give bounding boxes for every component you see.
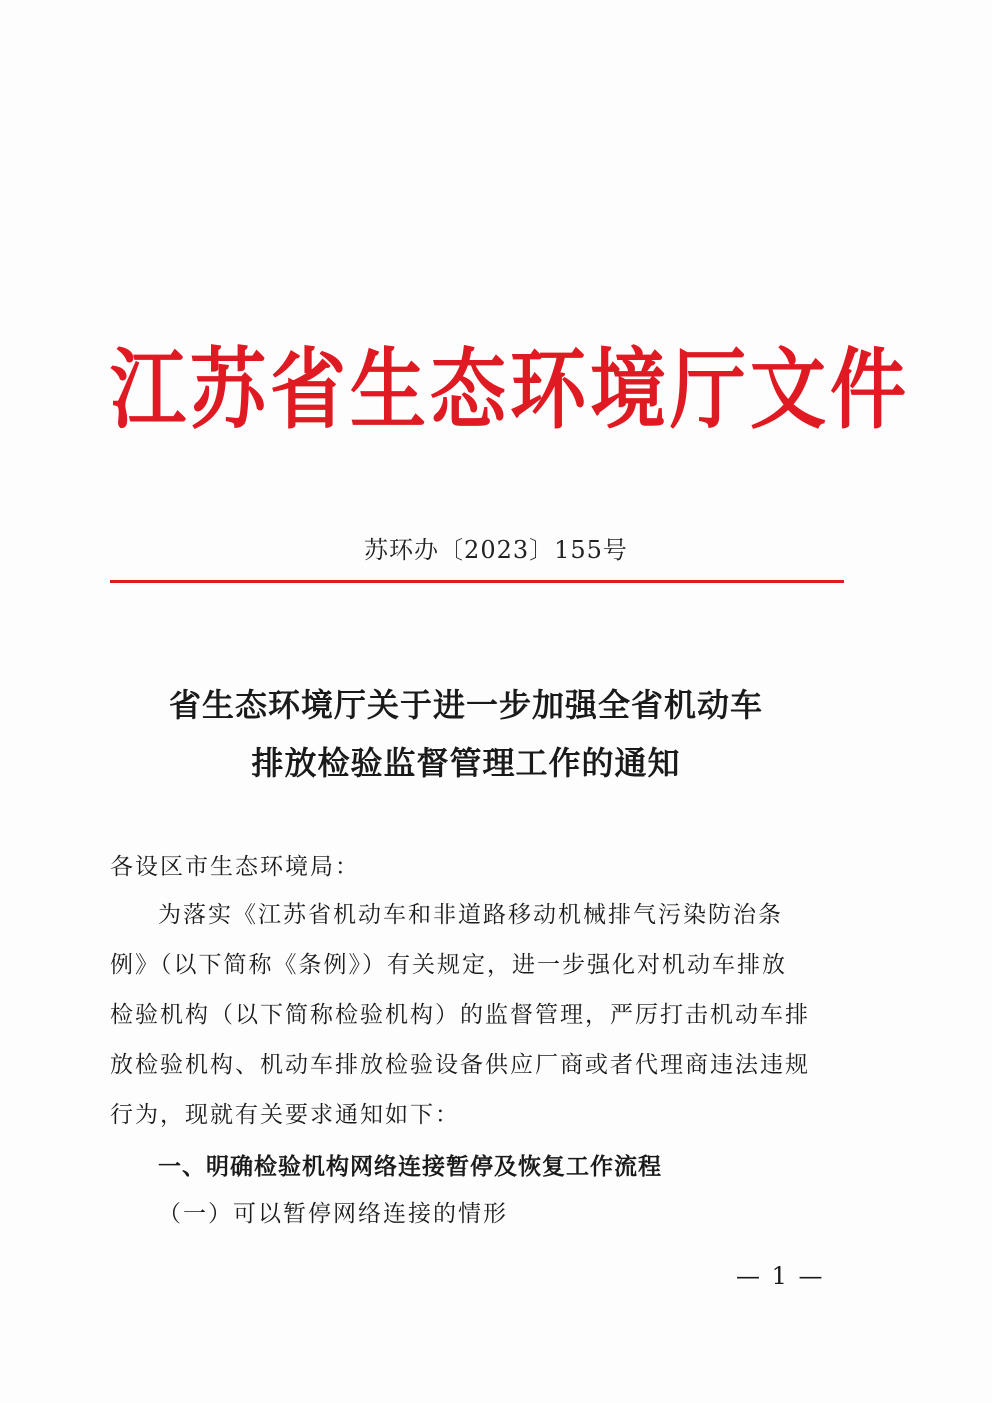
document-title-line-1: 省生态环境厅关于进一步加强全省机动车: [168, 686, 763, 724]
body-paragraph-line: 放检验机构、机动车排放检验设备供应厂商或者代理商违法违规: [110, 1052, 810, 1078]
masthead-title: 江苏省生态环境厅文件: [110, 338, 910, 441]
document-title-line-2: 排放检验监督管理工作的通知: [251, 744, 681, 782]
body-paragraph-line: 为落实《江苏省机动车和非道路移动机械排气污染防治条: [158, 902, 783, 928]
section-heading-1: 一、明确检验机构网络连接暂停及恢复工作流程: [158, 1154, 662, 1180]
subsection-heading-1: （一）可以暂停网络连接的情形: [158, 1201, 508, 1227]
salutation: 各设区市生态环境局：: [110, 854, 360, 880]
page-number: — 1 —: [736, 1262, 825, 1290]
red-separator-line: [110, 580, 844, 583]
body-paragraph-line: 行为，现就有关要求通知如下：: [110, 1102, 460, 1128]
document-number: 苏环办〔2023〕155号: [364, 536, 628, 564]
body-paragraph-line: 检验机构（以下简称检验机构）的监督管理，严厉打击机动车排: [110, 1002, 810, 1028]
body-paragraph-line: 例》（以下简称《条例》）有关规定，进一步强化对机动车排放: [110, 952, 787, 978]
